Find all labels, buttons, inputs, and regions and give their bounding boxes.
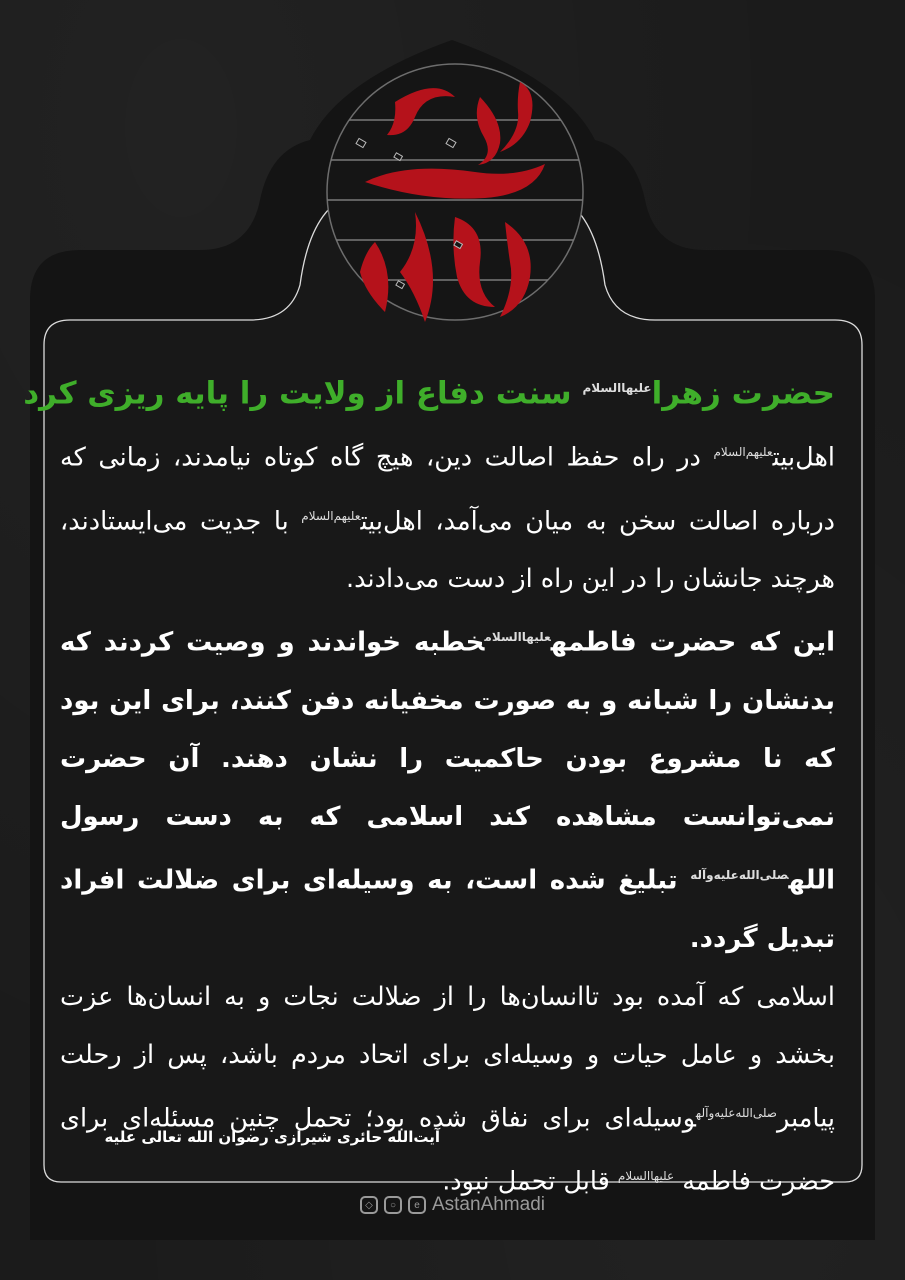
paragraph-text: با جدیت می‌ایستادند، هرچند جانشان را در این راه از دست می‌دادند. — [60, 506, 835, 595]
eitaa-icon[interactable]: e — [408, 1196, 426, 1214]
paragraph-text: قابل تحمل نبود. — [442, 1166, 618, 1197]
paragraph-text: در راه حفظ اصالت دین، هیچ گاه کوتاه نیامدند، زمانی که درباره اصالت سخن به میان می‌آمد، اهل‌بیت — [60, 442, 835, 537]
paragraph-text: وسیله‌ای برای نفاق شده بود؛ تحمل چنین مسئله‌ای برای حضرت فاطمه — [60, 1103, 835, 1197]
paragraph-text: این که حضرت فاطمه — [550, 627, 835, 658]
honorific-mark: علیهاالسلام — [617, 1169, 675, 1184]
honorific-mark: علیهم‌السلام — [301, 508, 361, 523]
paragraphs — [60, 423, 835, 1210]
headline-before: حضرت زهرا — [651, 375, 835, 412]
signature: آیت‌الله حائری شیرازی رضوان الله تعالی علیه — [104, 1128, 440, 1146]
footer — [0, 1194, 905, 1216]
headline-honorific: علیهاالسلام — [582, 381, 652, 395]
headline-after: سنت دفاع از ولایت را پایه ریزی کرد — [23, 375, 583, 412]
paragraph — [60, 423, 835, 608]
paragraph-text: اهل‌بیت — [772, 442, 835, 473]
logo-emblem — [305, 42, 605, 342]
honorific-mark: علیهاالسلام — [484, 630, 551, 645]
honorific-mark: علیهم‌السلام — [713, 445, 773, 460]
paragraph-text: تبلیغ شده است، به وسیله‌ای برای ضلالت افراد تبدیل گردد. — [60, 865, 835, 954]
honorific-mark: صلی‌الله‌علیه‌وآله — [695, 1105, 777, 1120]
footer-handle[interactable]: AstanAhmadi — [431, 1194, 545, 1215]
calligraphy-logo-icon — [305, 42, 605, 342]
headline — [23, 360, 835, 421]
instagram-icon[interactable]: ○ — [384, 1196, 402, 1214]
paragraph-text: خطبه خواندند و وصیت کردند که بدنشان را شبانه و به صورت مخفیانه دفن کنند، برای این بود که نا مشروع بودن حاکمیت را نشان دهند. آن حضرت نمی‌توانست مشاهده کند اسلامی که به دست رسول الله — [60, 627, 835, 896]
paragraph-text: اسلامی که آمده بود تاانسان‌ها را از ضلالت نجات و به انسان‌ها عزت بخشد و عامل حیات و وسیله‌ای برای اتحاد مردم باشد، پس از رحلت پیامبر — [60, 981, 835, 1134]
rubika-icon[interactable]: ◇ — [360, 1196, 378, 1214]
article-body — [23, 360, 835, 1211]
paragraph — [60, 968, 835, 1211]
honorific-mark: صلی‌الله‌علیه‌وآله — [690, 867, 789, 882]
paragraph — [60, 608, 835, 967]
